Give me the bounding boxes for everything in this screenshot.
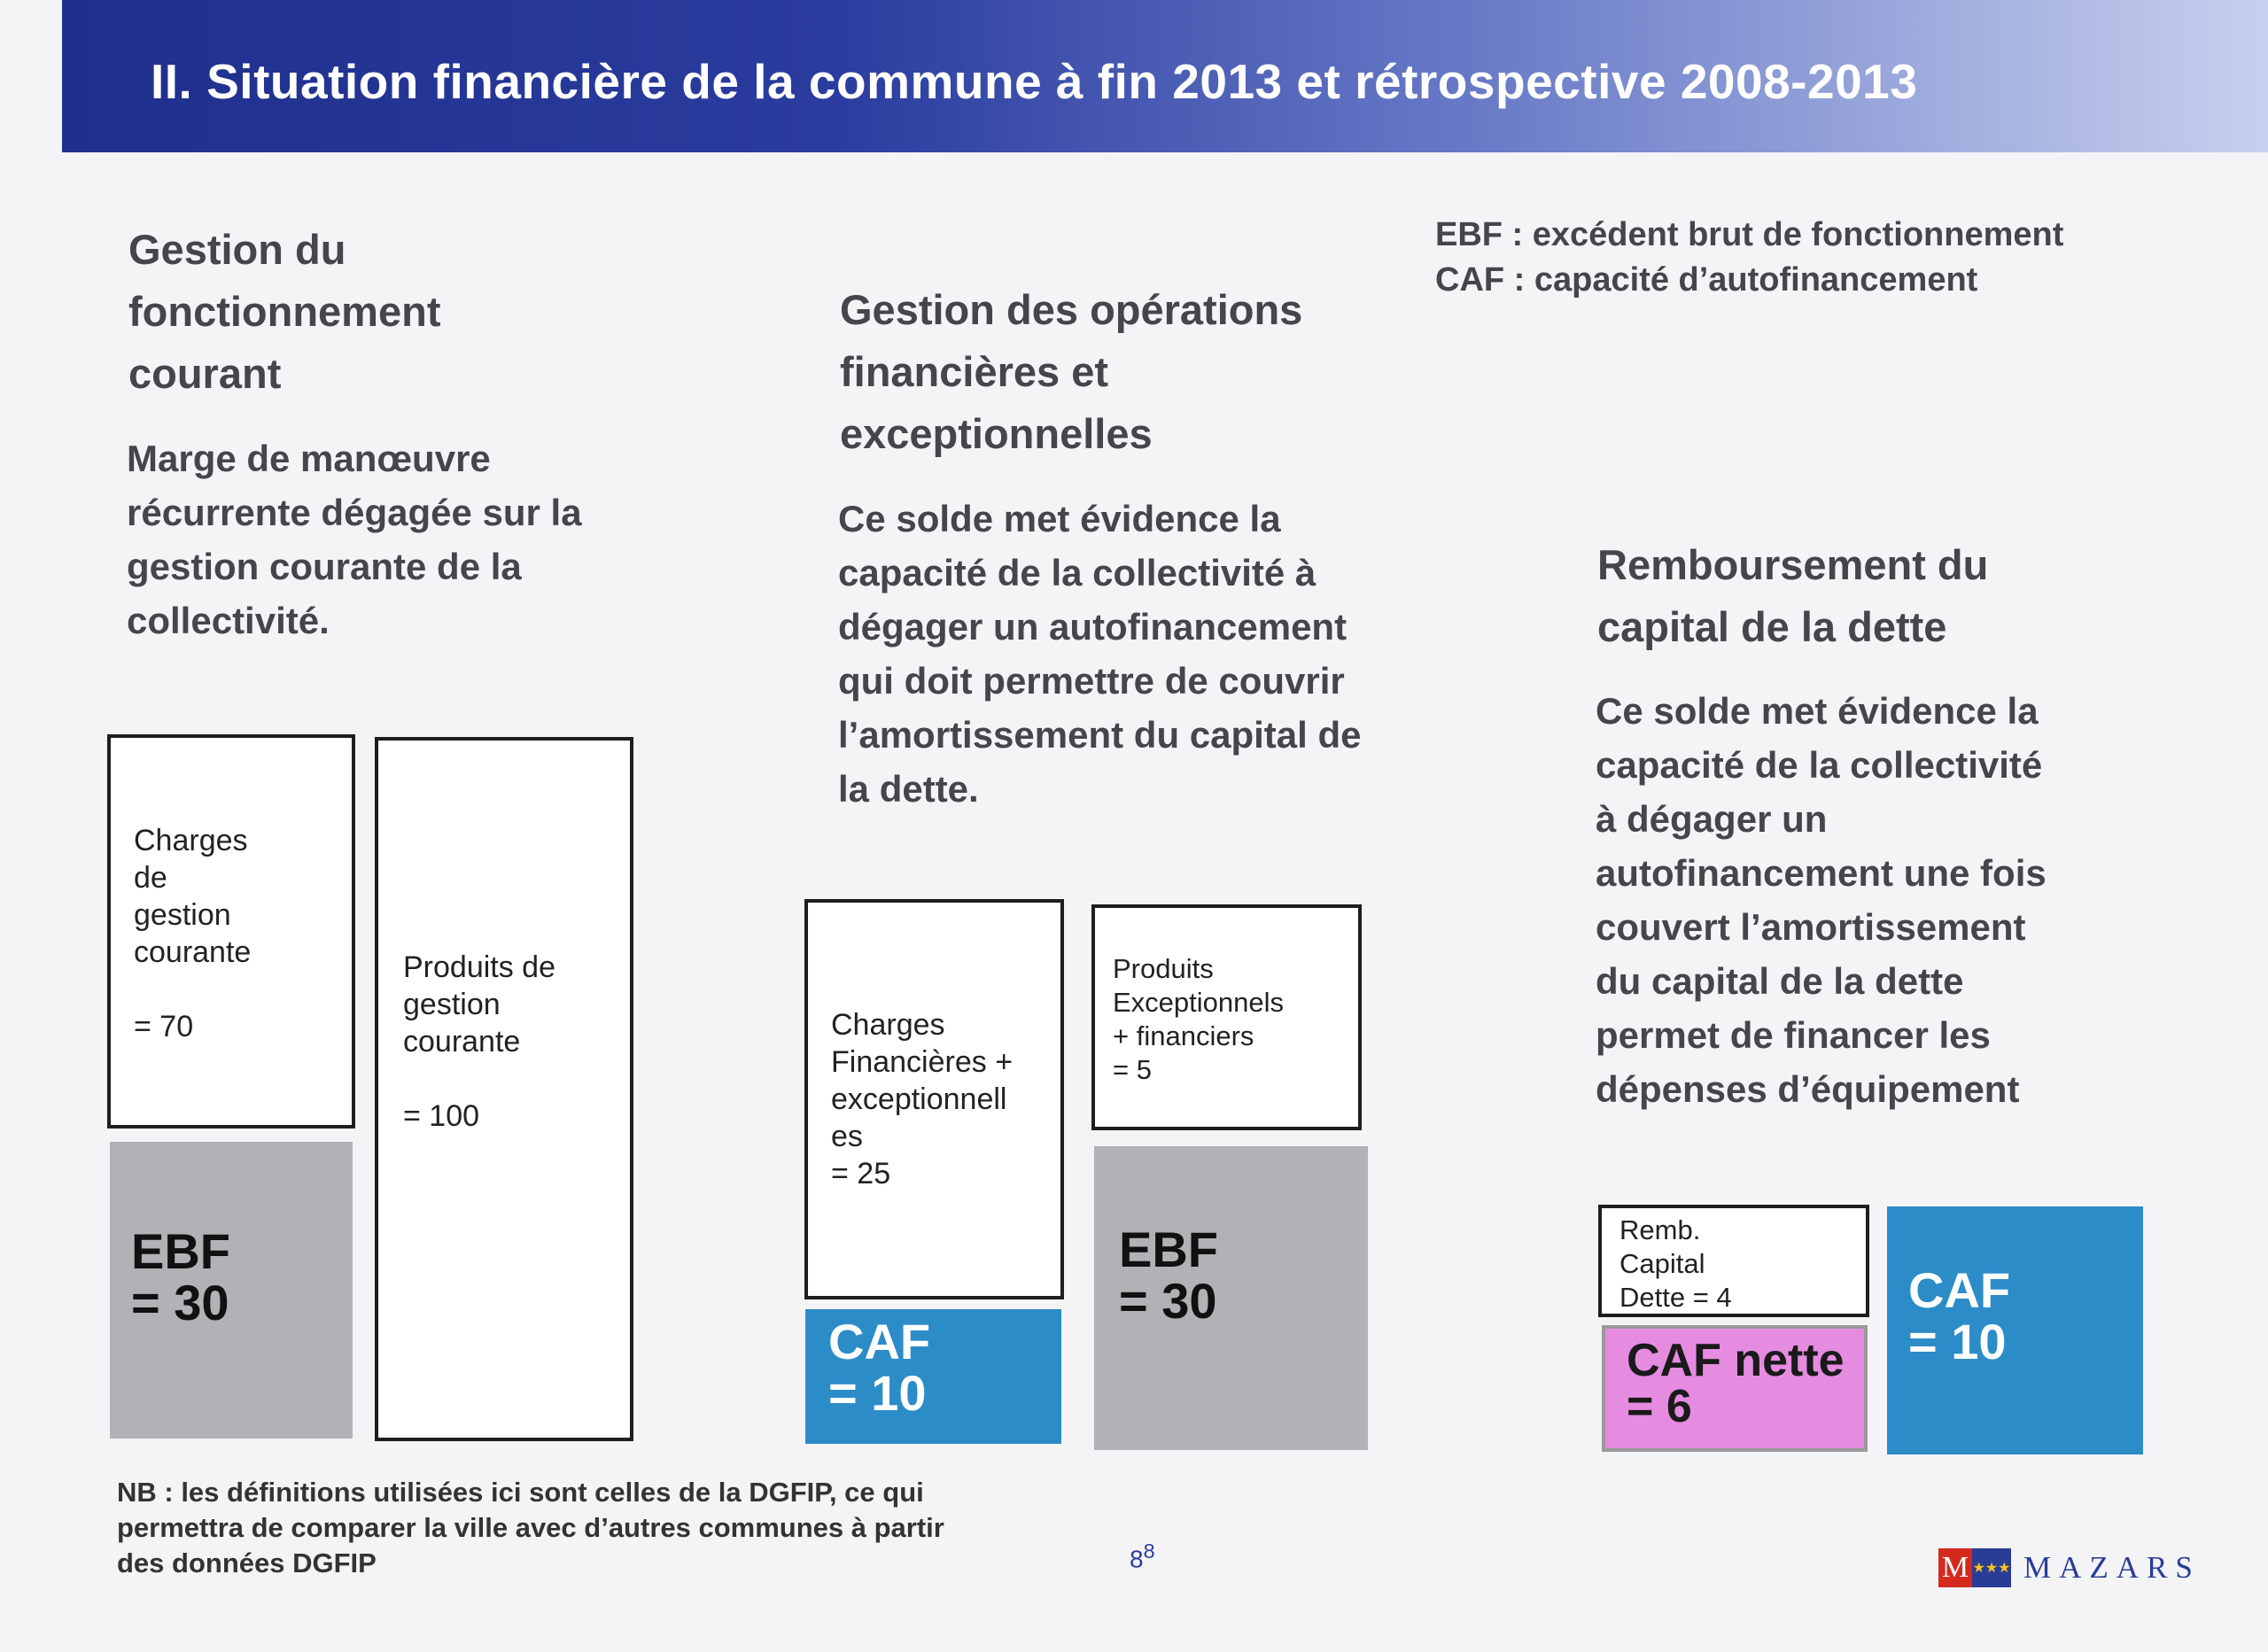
eu-stars-icon: ★★★ — [1972, 1548, 2011, 1587]
mazars-logo — [1938, 1547, 2201, 1588]
remb-capital-dette-box: Remb. Capital Dette = 4 — [1598, 1205, 1869, 1317]
logo-m-icon: M — [1938, 1548, 1972, 1587]
caf-block-1: CAF = 10 — [805, 1309, 1061, 1444]
footnote-nb: NB : les définitions utilisées ici sont celles de la DGFIP, ce qui permettra de comparer la ville avec d’autres communes à partir des données DGFIP — [117, 1477, 944, 1578]
header-banner — [62, 0, 2268, 152]
definition-ebf: EBF : excédent brut de fonctionnement — [1435, 216, 2064, 253]
definition-caf: CAF : capacité d’autofinancement — [1435, 261, 1978, 299]
produits-exceptionnels-box: Produits Exceptionnels + financiers = 5 — [1091, 904, 1362, 1130]
section2-body: Ce solde met évidence la capacité de la collectivité à dégager un autofinancement qui doit permettre de couvrir l’amortissement du capital de la dette. — [838, 498, 1362, 810]
section2-title: Gestion des opérations financières et exceptionnelles — [840, 286, 1303, 457]
section3-title: Remboursement du capital de la dette — [1597, 541, 1989, 650]
page-number: $8^8$ — [1130, 1540, 1155, 1573]
logo-text: MAZARS — [2023, 1550, 2201, 1585]
charges-financieres-box: Charges Financières + exceptionnell es = 25 — [804, 899, 1064, 1299]
section3-body: Ce solde met évidence la capacité de la collectivité à dégager un autofinancement une fois couvert l’amortissement du capital de la dette permet de financer les dépenses d’équipement — [1596, 690, 2047, 1110]
section1-title: Gestion du fonctionnement courant — [128, 226, 441, 397]
section1-body: Marge de manœuvre récurrente dégagée sur la gestion courante de la collectivité. — [127, 438, 582, 641]
definitions — [1435, 213, 2063, 303]
ebf-block-1: EBF = 30 — [110, 1142, 353, 1439]
caf-block-2: CAF = 10 — [1887, 1206, 2143, 1454]
caf-nette-block: CAF nette = 6 — [1602, 1325, 1868, 1452]
ebf-block-2: EBF = 30 — [1094, 1146, 1368, 1450]
produits-gestion-courante-box: Produits de gestion courante = 100 — [375, 737, 633, 1441]
page-title: II. Situation financière de la commune à fin 2013 et rétrospective 2008-2013 — [151, 54, 1918, 109]
charges-gestion-courante-box: Charges de gestion courante = 70 — [107, 734, 355, 1128]
